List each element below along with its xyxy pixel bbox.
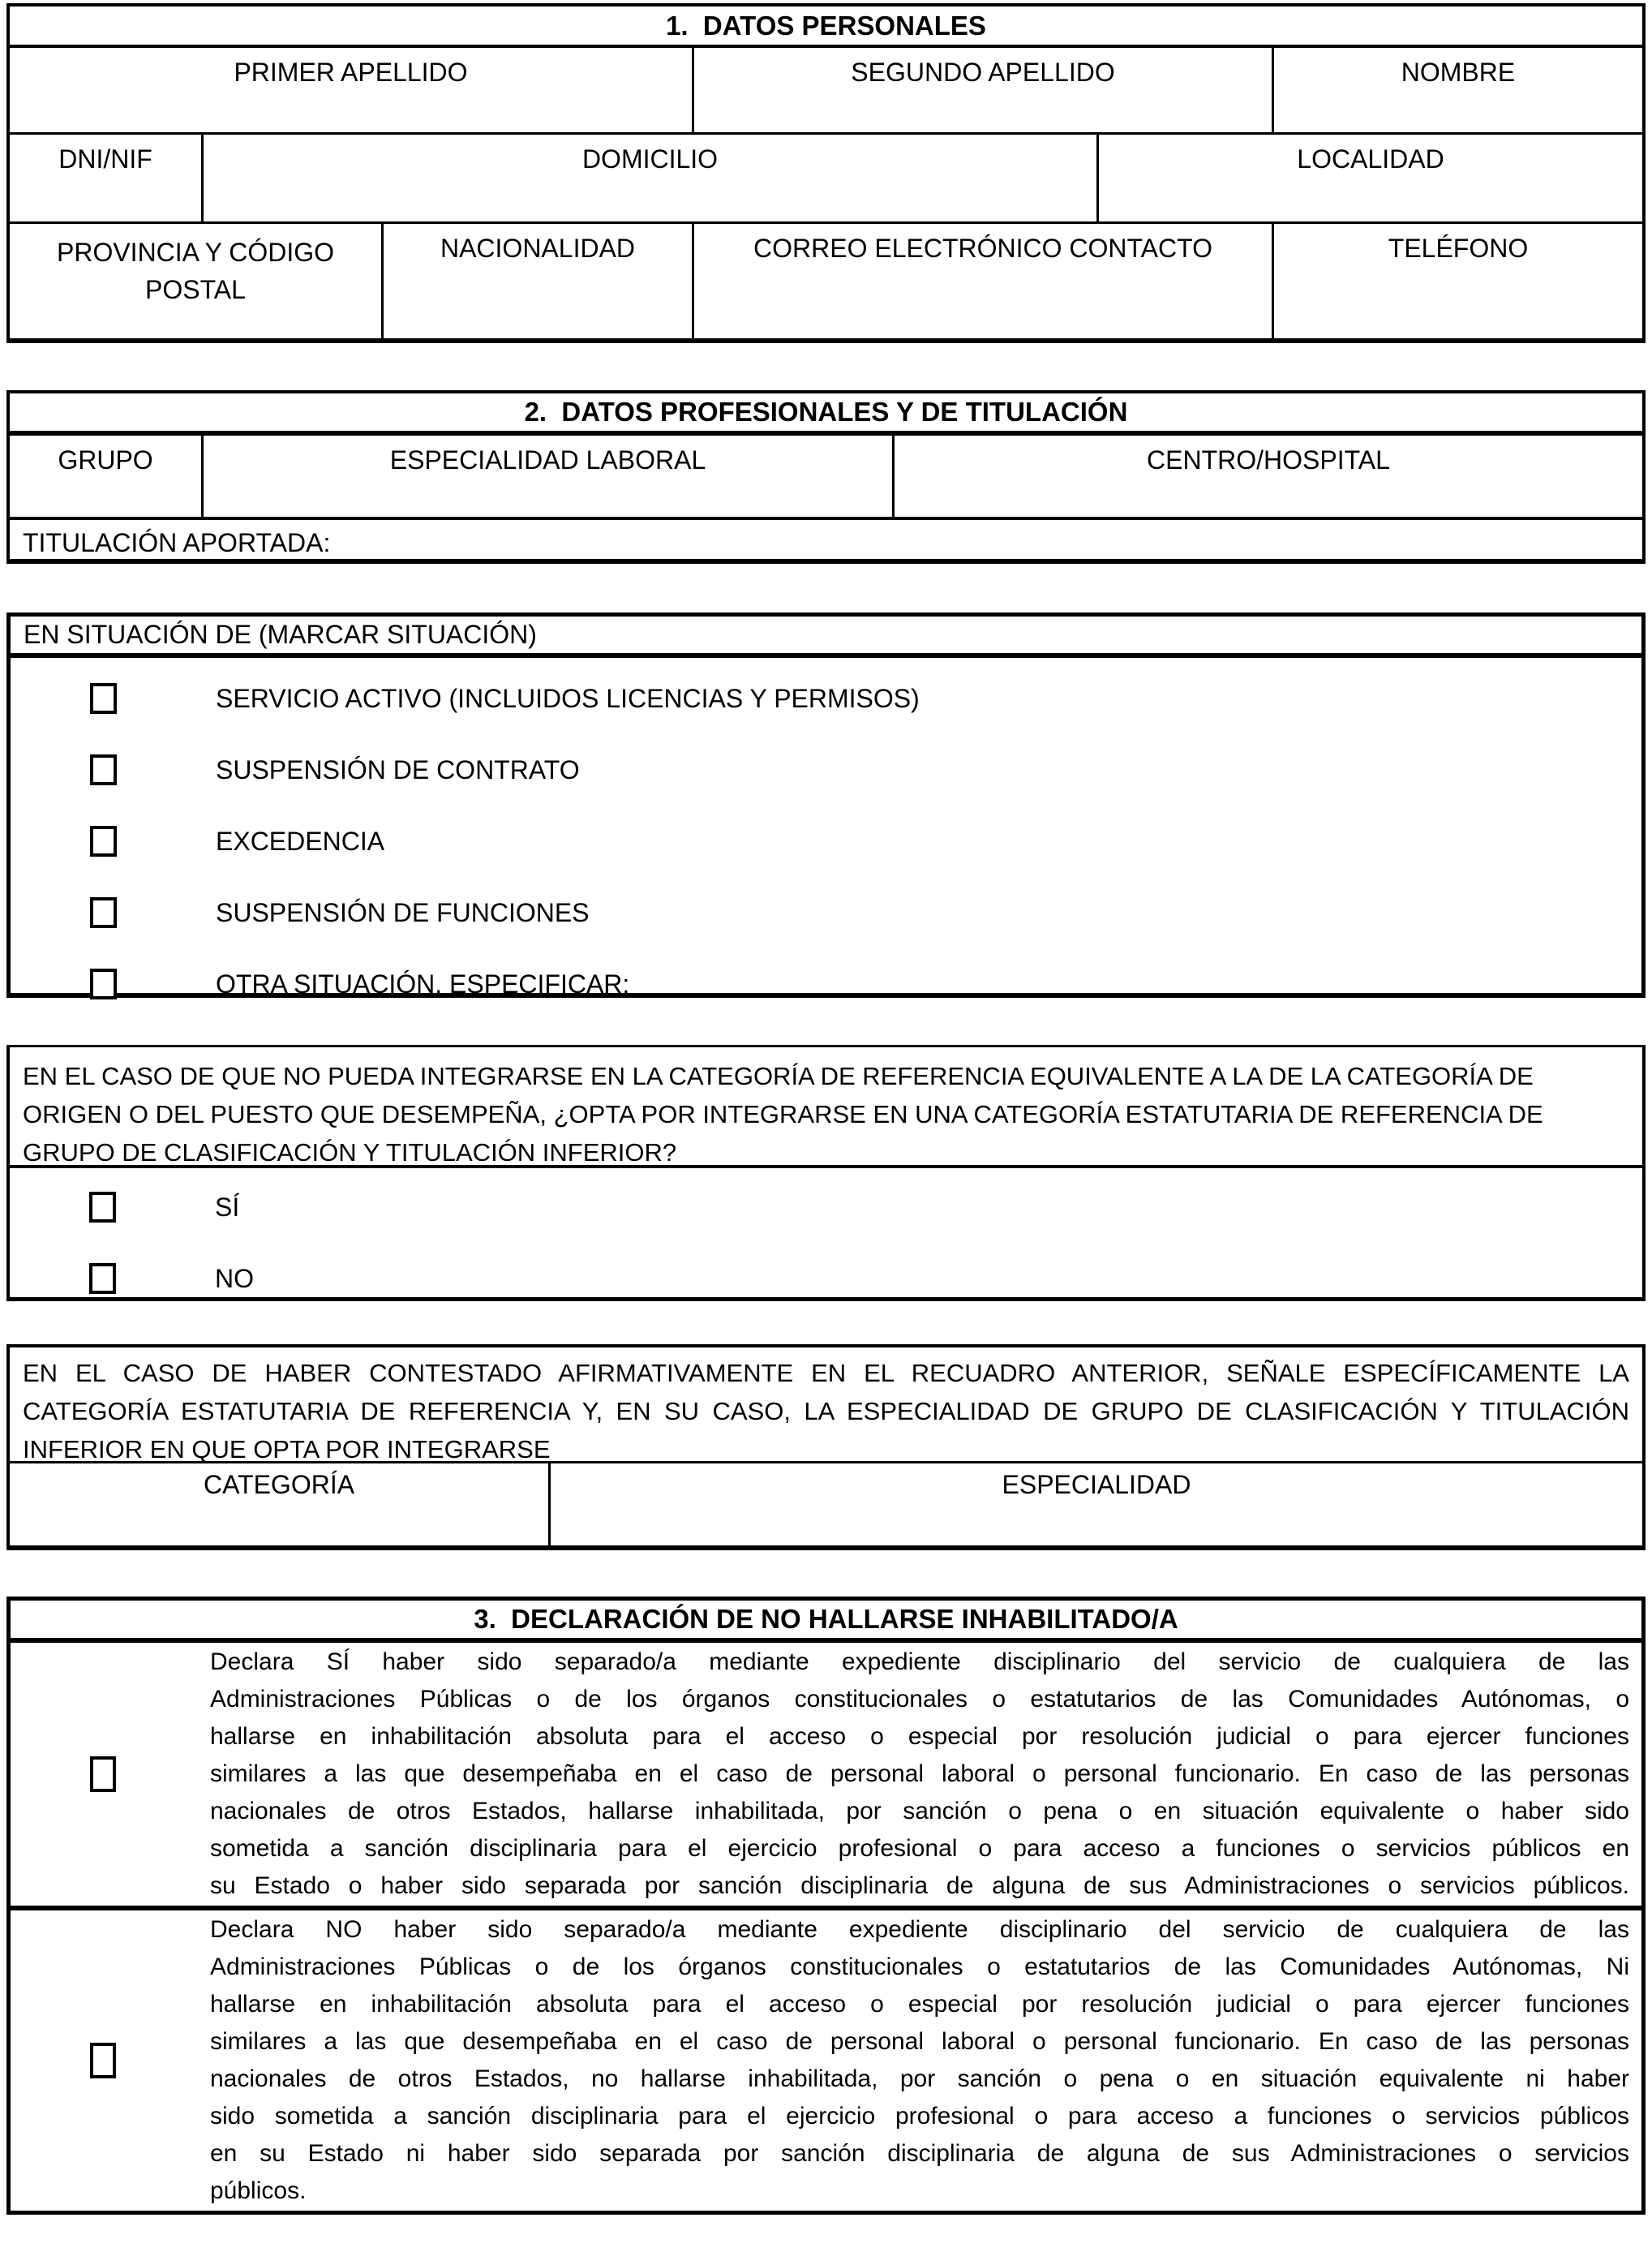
field-correo[interactable]: [692, 224, 1272, 338]
option-label-servicio-activo: SERVICIO ACTIVO (INCLUIDOS LICENCIAS Y PERMISOS): [216, 683, 920, 713]
text-line: sido sometida a sanción disciplinaria para el ejercicio profesional o para acceso a funciones o servicios públicos: [210, 2103, 1629, 2130]
field-primer-apellido[interactable]: [10, 48, 692, 132]
section-1-title: 1. DATOS PERSONALES: [666, 10, 986, 41]
opta-options: [10, 1165, 1642, 1297]
section-detalle-inferior: [6, 1344, 1646, 1550]
option-label-excedencia: EXCEDENCIA: [216, 826, 385, 856]
text-line: en su Estado ni haber sido separada por sanción disciplinaria de alguna de sus Administraciones o servicios: [210, 2140, 1629, 2167]
text-line: GRUPO DE CLASIFICACIÓN Y TITULACIÓN INFERIOR?: [23, 1138, 677, 1167]
section-situacion: [6, 612, 1646, 998]
option-label-otra-situacion: OTRA SITUACIÓN. ESPECIFICAR:: [216, 969, 630, 999]
text-line: similares a las que desempeñaba en el caso de personal laboral o personal funcionario. En caso de las personas: [210, 2028, 1629, 2055]
column-label-especialidad: ESPECIALIDAD: [1002, 1470, 1191, 1499]
field-telefono[interactable]: [1272, 224, 1642, 338]
situacion-header: EN SITUACIÓN DE (MARCAR SITUACIÓN): [24, 620, 537, 649]
field-especialidad-laboral[interactable]: [201, 436, 892, 517]
declaracion-no-checkbox-col: [11, 2043, 195, 2078]
section-declaracion: [6, 1597, 1646, 2215]
field-label-correo: CORREO ELECTRÓNICO CONTACTO: [753, 234, 1212, 263]
declaracion-si-row: [11, 1638, 1641, 1906]
text-line: hallarse en inhabilitación absoluta para el acceso o especial por resolución judicial o para ejercer funciones: [210, 1991, 1629, 2018]
opta-question: [10, 1047, 1642, 1165]
section-3-header-row: [11, 1601, 1641, 1638]
personales-row-2: [10, 132, 1642, 221]
checkbox-suspension-funciones[interactable]: [90, 897, 117, 928]
declaracion-si-text: [195, 1644, 1641, 1905]
section-datos-profesionales: [6, 390, 1646, 564]
checkbox-servicio-activo[interactable]: [90, 683, 117, 714]
text-line: EN EL CASO DE QUE NO PUEDA INTEGRARSE EN LA CATEGORÍA DE REFERENCIA EQUIVALENTE A LA DE LA CATEGORÍA DE: [23, 1062, 1534, 1090]
text-line: Declara NO haber sido separado/a mediante expediente disciplinario del servicio de cualquiera de las: [210, 1916, 1629, 1943]
declaracion-no-row: [11, 1906, 1641, 2211]
declaracion-no-text: [195, 1911, 1641, 2210]
checkbox-declara-no[interactable]: [90, 2043, 116, 2078]
field-especialidad[interactable]: [548, 1463, 1642, 1545]
text-line: Declara SÍ haber sido separado/a mediante expediente disciplinario del servicio de cualquiera de las: [210, 1648, 1629, 1675]
option-suspension-contrato: [90, 752, 1641, 788]
checkbox-declara-si[interactable]: [90, 1756, 116, 1792]
checkbox-no[interactable]: [89, 1263, 116, 1294]
text-line: Administraciones Públicas o de los órganos constitucionales o estatutarios de las Comunidades Autónomas, Ni: [210, 1953, 1629, 1980]
option-label-suspension-funciones: SUSPENSIÓN DE FUNCIONES: [216, 897, 590, 927]
field-label-grupo: GRUPO: [58, 445, 153, 475]
text-line: CATEGORÍA ESTATUTARIA DE REFERENCIA Y, EN SU CASO, LA ESPECIALIDAD DE GRUPO DE CLASIFICACIÓN Y TITULACIÓN: [23, 1397, 1629, 1425]
option-si: [89, 1189, 1642, 1225]
option-servicio-activo: [90, 681, 1641, 716]
option-label-si: SÍ: [215, 1192, 240, 1222]
option-label-suspension-contrato: SUSPENSIÓN DE CONTRATO: [216, 754, 580, 784]
section-2-title: 2. DATOS PROFESIONALES Y DE TITULACIÓN: [524, 397, 1128, 427]
text-line: sometida a sanción disciplinaria para el ejercicio profesional o para acceso a funciones o servicios públicos en: [210, 1835, 1629, 1862]
field-label-nacionalidad: NACIONALIDAD: [440, 234, 636, 263]
field-localidad[interactable]: [1096, 135, 1642, 221]
field-dni-nif[interactable]: [10, 135, 201, 221]
option-excedencia: [90, 823, 1641, 859]
field-segundo-apellido[interactable]: [692, 48, 1272, 132]
field-label-provincia-cp: PROVINCIA Y CÓDIGO POSTAL: [56, 238, 334, 305]
field-label-telefono: TELÉFONO: [1388, 234, 1529, 263]
text-line: ORIGEN O DEL PUESTO QUE DESEMPEÑA, ¿OPTA POR INTEGRARSE EN UNA CATEGORÍA ESTATUTARIA DE REFERENCIA DE: [23, 1100, 1543, 1128]
text-line: Administraciones Públicas o de los órganos constitucionales o estatutarios de las Comunidades Autónomas, o: [210, 1686, 1629, 1713]
option-suspension-funciones: [90, 895, 1641, 930]
text-line: EN EL CASO DE HABER CONTESTADO AFIRMATIVAMENTE EN EL RECUADRO ANTERIOR, SEÑALE ESPECÍFICAMENTE LA: [23, 1359, 1629, 1387]
text-line: similares a las que desempeñaba en el caso de personal laboral o personal funcionario. En caso de las personas: [210, 1760, 1629, 1787]
situacion-options: [11, 653, 1641, 999]
checkbox-excedencia[interactable]: [90, 826, 117, 857]
text-line: hallarse en inhabilitación absoluta para el acceso o especial por resolución judicial o para ejercer funciones: [210, 1723, 1629, 1750]
checkbox-si[interactable]: [89, 1192, 116, 1223]
field-label-segundo-apellido: SEGUNDO APELLIDO: [851, 58, 1115, 87]
field-centro-hospital[interactable]: [892, 436, 1642, 517]
field-provincia-cp[interactable]: [10, 224, 381, 338]
checkbox-otra-situacion[interactable]: [90, 969, 117, 999]
text-line: nacionales de otros Estados, no hallarse inhabilitada, por sanción o pena o en situación equivalente ni haber: [210, 2065, 1629, 2092]
field-label-titulacion-aportada: TITULACIÓN APORTADA:: [23, 528, 331, 557]
section-1-header-row: [10, 6, 1642, 45]
field-domicilio[interactable]: [201, 135, 1096, 221]
field-categoria[interactable]: [10, 1463, 548, 1545]
text-line: su Estado o haber sido separada por sanción disciplinaria de alguna de sus Administraciones o servicios públicos.: [210, 1872, 1629, 1899]
section-2-header-row: [10, 393, 1642, 431]
section-datos-personales: [6, 3, 1646, 343]
profesionales-row: [10, 431, 1642, 517]
field-label-primer-apellido: PRIMER APELLIDO: [234, 58, 468, 87]
text-line: nacionales de otros Estados, hallarse inhabilitada, por sanción o pena o en situación equivalente o haber sido: [210, 1798, 1629, 1824]
field-label-centro-hospital: CENTRO/HOSPITAL: [1147, 445, 1390, 475]
section-3-title: 3. DECLARACIÓN DE NO HALLARSE INHABILITADO/A: [474, 1604, 1178, 1634]
field-titulacion-aportada[interactable]: [10, 517, 1642, 559]
declaracion-si-checkbox-col: [11, 1756, 195, 1792]
personales-row-1: [10, 45, 1642, 132]
option-otra-situacion: [90, 966, 1641, 1002]
personales-row-3: [10, 221, 1642, 338]
column-label-categoria: CATEGORÍA: [203, 1470, 355, 1499]
text-line: INFERIOR EN QUE OPTA POR INTEGRARSE: [23, 1435, 551, 1463]
situacion-header-row: [11, 617, 1641, 653]
field-nacionalidad[interactable]: [381, 224, 692, 338]
detalle-columns-row: [10, 1461, 1642, 1545]
option-no: [89, 1261, 1642, 1296]
option-label-no: NO: [215, 1263, 254, 1293]
field-label-localidad: LOCALIDAD: [1297, 144, 1444, 174]
detalle-text: [10, 1347, 1642, 1461]
field-nombre[interactable]: [1272, 48, 1642, 132]
field-grupo[interactable]: [10, 436, 201, 517]
field-label-dni-nif: DNI/NIF: [58, 144, 152, 174]
checkbox-suspension-contrato[interactable]: [90, 754, 117, 785]
field-label-nombre: NOMBRE: [1401, 58, 1516, 87]
section-opta-inferior: [6, 1045, 1646, 1301]
text-line: públicos.: [210, 2177, 307, 2204]
field-label-domicilio: DOMICILIO: [581, 144, 719, 174]
field-label-especialidad-laboral: ESPECIALIDAD LABORAL: [389, 445, 706, 475]
